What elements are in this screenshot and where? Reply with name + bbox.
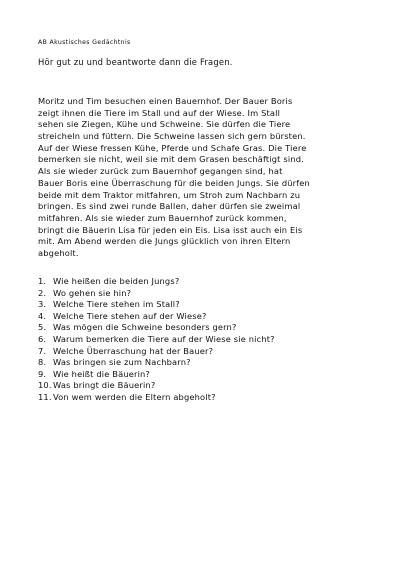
question-text: Was mögen die Schweine besonders gern?	[53, 322, 237, 333]
question-text: Was bringen sie zum Nachbarn?	[53, 357, 191, 368]
story-line: zeigt ihnen die Tiere im Stall und auf der Wiese. Im Stall	[38, 107, 281, 118]
question-item	[38, 346, 338, 358]
question-text: Wie heißt die Bäuerin?	[53, 368, 150, 379]
worksheet-header: AB Akustisches Gedächtnis	[38, 39, 131, 46]
story-line: Bauer Boris eine Überraschung für die beiden Jungs. Sie dürfen	[38, 177, 310, 188]
story-line: bringen. Es sind zwei runde Ballen, daher dürfen sie zweimal	[38, 201, 301, 212]
question-list	[38, 276, 338, 404]
question-item	[38, 322, 338, 334]
story-line: Als sie wieder zurück zum Bauernhof gegangen sind, hat	[38, 166, 283, 177]
question-number: 3.	[38, 299, 47, 310]
story-line: mit. Am Abend werden die Jungs glücklich von ihren Eltern	[38, 236, 291, 247]
story-line: bringt die Bäuerin Lisa für jeden ein Eis. Lisa isst auch ein Eis	[38, 224, 303, 235]
question-number: 1.	[38, 276, 47, 286]
question-item	[38, 299, 338, 311]
story-text	[38, 96, 378, 260]
question-item	[38, 334, 338, 346]
question-number: 5.	[38, 322, 47, 333]
question-number: 9.	[38, 368, 47, 379]
story-line: beide mit dem Traktor mitfahren, um Stroh zum Nachbarn zu	[38, 189, 301, 200]
question-item	[38, 276, 338, 288]
question-text: Warum bemerken die Tiere auf der Wiese sie nicht?	[53, 333, 275, 344]
question-number: 2.	[38, 287, 47, 298]
question-text: Welche Überraschung hat der Bauer?	[53, 345, 214, 356]
question-item	[38, 380, 338, 392]
story-line: sehen sie Ziegen, Kühe und Schweine. Sie dürfen die Tiere	[38, 119, 291, 130]
question-text: Wie heißen die beiden Jungs?	[53, 276, 180, 286]
question-number: 6.	[38, 333, 47, 344]
question-item	[38, 357, 338, 369]
question-text: Was bringt die Bäuerin?	[53, 380, 156, 391]
story-line: mitfahren. Als sie wieder zum Bauernhof zurück kommen,	[38, 212, 287, 223]
question-text: Welche Tiere stehen auf der Wiese?	[53, 310, 207, 321]
question-item	[38, 392, 338, 404]
question-text: Wo gehen sie hin?	[53, 287, 132, 298]
instruction-text: Hör gut zu und beantworte dann die Fragen.	[38, 57, 233, 67]
story-line: streicheln und füttern. Die Schweine lassen sich gern bürsten.	[38, 131, 306, 142]
question-text: Welche Tiere stehen im Stall?	[53, 299, 180, 310]
question-item	[38, 311, 338, 323]
question-text: Von wem werden die Eltern abgeholt?	[53, 391, 216, 402]
story-line: abgeholt.	[38, 247, 79, 258]
question-number: 8.	[38, 357, 47, 368]
question-number: 11.	[38, 391, 52, 402]
question-number: 7.	[38, 345, 47, 356]
story-line: bemerken sie nicht, weil sie mit dem Grasen beschäftigt sind.	[38, 154, 304, 165]
question-number: 4.	[38, 310, 47, 321]
story-line: Auf der Wiese fressen Kühe, Pferde und Schafe Gras. Die Tiere	[38, 142, 307, 153]
question-item	[38, 369, 338, 381]
question-number: 10.	[38, 380, 52, 391]
question-item	[38, 288, 338, 300]
story-line: Moritz und Tim besuchen einen Bauernhof. Der Bauer Boris	[38, 96, 293, 106]
